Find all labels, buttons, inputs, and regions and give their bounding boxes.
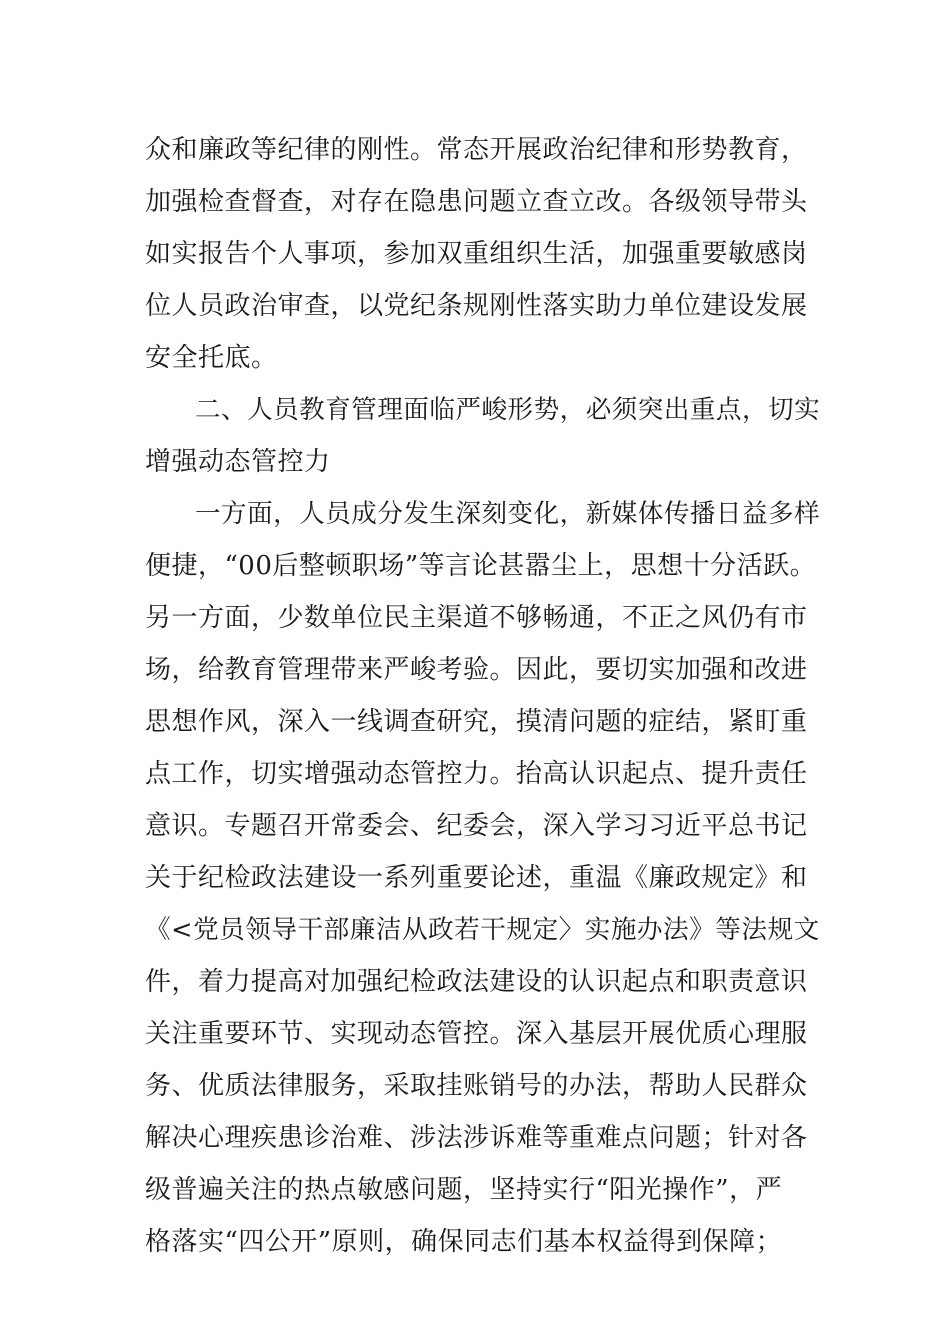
text-line: 关注重要环节、实现动态管控。深入基层开展优质心理服: [145, 1019, 808, 1049]
text-line: 解决心理疾患诊治难、涉法涉诉难等重难点问题；针对各: [145, 1123, 808, 1153]
text-line: 场，给教育管理带来严峻考验。因此，要切实加强和改进: [145, 655, 808, 685]
text-line: 格落实“四公开”原则，确保同志们基本权益得到保障；: [145, 1227, 783, 1257]
text-line: 安全托底。: [145, 343, 278, 373]
text-line: 务、优质法律服务，采取挂账销号的办法，帮助人民群众: [145, 1071, 808, 1101]
text-line: 关于纪检政法建设一系列重要论述，重温《廉政规定》和: [145, 863, 808, 893]
text-line: 件，着力提高对加强纪检政法建设的认识起点和职责意识: [145, 967, 808, 997]
text-line: 点工作，切实增强动态管控力。抬高认识起点、提升责任: [145, 759, 808, 789]
text-line: 加强检查督查，对存在隐患问题立查立改。各级领导带头: [145, 187, 808, 217]
paragraph-start: 一方面，人员成分发生深刻变化，新媒体传播日益多样: [195, 499, 821, 529]
text-line: 位人员政治审查，以党纪条规刚性落实助力单位建设发展: [145, 291, 808, 321]
section-heading: 二、人员教育管理面临严峻形势，必须突出重点，切实: [195, 395, 821, 425]
text-line: 思想作风，深入一线调查研究，摸清问题的症结，紧盯重: [145, 707, 808, 737]
text-line: 级普遍关注的热点敏感问题，坚持实行“阳光操作”，严: [145, 1175, 783, 1205]
text-line: 《<党员领导干部廉洁从政若干规定〉实施办法》等法规文: [145, 915, 820, 945]
text-line: 如实报告个人事项，参加双重组织生活，加强重要敏感岗: [145, 239, 808, 269]
text-line: 便捷，“00后整顿职场”等言论甚嚣尘上，思想十分活跃。: [145, 551, 817, 581]
text-line: 另一方面，少数单位民主渠道不够畅通，不正之风仍有市: [145, 603, 808, 633]
text-line: 众和廉政等纪律的刚性。常态开展政治纪律和形势教育，: [145, 135, 808, 165]
text-line: 意识。专题召开常委会、纪委会，深入学习习近平总书记: [145, 811, 808, 841]
section-heading-continued: 增强动态管控力: [145, 447, 331, 477]
